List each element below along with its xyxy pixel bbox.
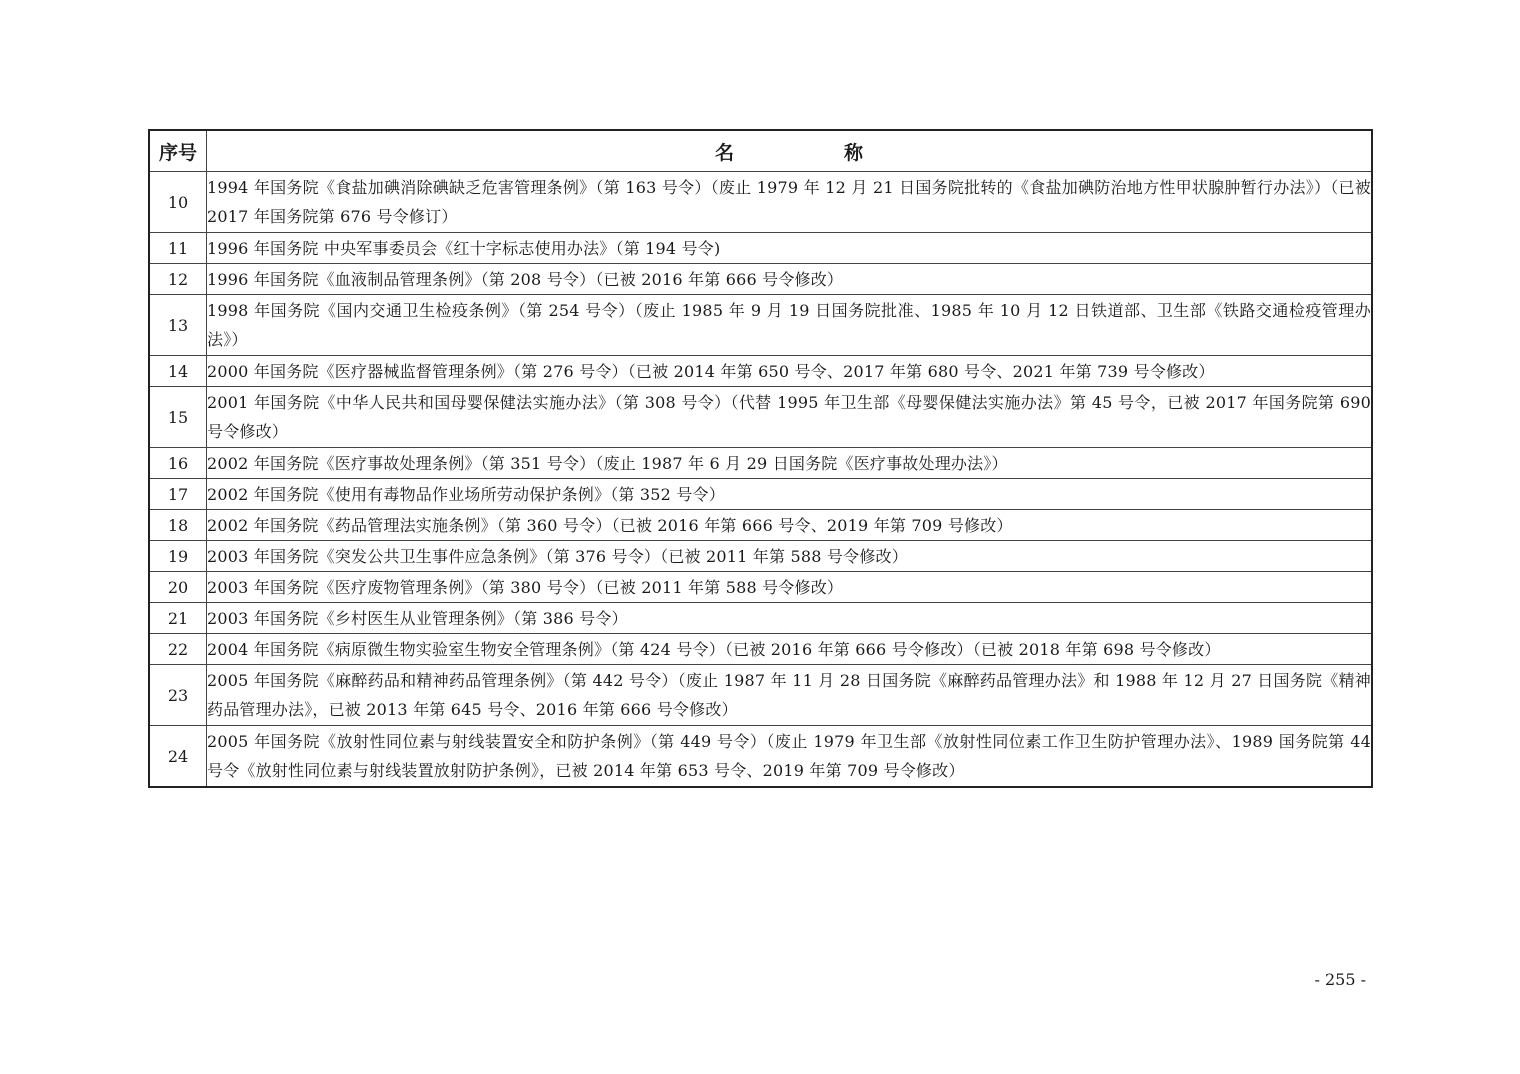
header-name-char-1: 名 <box>714 141 734 164</box>
row-regulation-name: 1994 年国务院《食盐加碘消除碘缺乏危害管理条例》（第 163 号令）（废止 1979 年 12 月 21 日国务院批转的《食盐加碘防治地方性甲状腺肿暂行办法》）（已被 2017 年国务院第 676 号令修订） <box>207 172 1373 233</box>
row-serial-number: 23 <box>149 665 207 726</box>
row-serial-number: 18 <box>149 510 207 541</box>
regulations-table <box>148 129 1373 788</box>
row-regulation-name: 2004 年国务院《病原微生物实验室生物安全管理条例》（第 424 号令）（已被 2016 年第 666 号令修改）（已被 2018 年第 698 号令修改） <box>207 634 1373 665</box>
table-body <box>149 172 1372 788</box>
row-serial-number: 21 <box>149 603 207 634</box>
row-regulation-name: 2003 年国务院《医疗废物管理条例》（第 380 号令）（已被 2011 年第 588 号令修改） <box>207 572 1373 603</box>
table-row <box>149 387 1372 448</box>
row-regulation-name: 1998 年国务院《国内交通卫生检疫条例》（第 254 号令）（废止 1985 年 9 月 19 日国务院批准、1985 年 10 月 12 日铁道部、卫生部《铁路交通检疫管理办法》） <box>207 295 1373 356</box>
table-row <box>149 726 1372 788</box>
table-row <box>149 233 1372 264</box>
row-serial-number: 10 <box>149 172 207 233</box>
header-name-char-2: 称 <box>844 141 864 164</box>
row-regulation-name: 2003 年国务院《突发公共卫生事件应急条例》（第 376 号令）（已被 2011 年第 588 号令修改） <box>207 541 1373 572</box>
row-serial-number: 20 <box>149 572 207 603</box>
table-row <box>149 634 1372 665</box>
table-row <box>149 295 1372 356</box>
row-serial-number: 24 <box>149 726 207 788</box>
table-row <box>149 448 1372 479</box>
row-serial-number: 14 <box>149 356 207 387</box>
row-regulation-name: 2002 年国务院《医疗事故处理条例》（第 351 号令）（废止 1987 年 6 月 29 日国务院《医疗事故处理办法》） <box>207 448 1373 479</box>
table-row <box>149 479 1372 510</box>
row-serial-number: 15 <box>149 387 207 448</box>
row-regulation-name: 1996 年国务院 中央军事委员会《红十字标志使用办法》（第 194 号令) <box>207 233 1373 264</box>
row-regulation-name: 2005 年国务院《放射性同位素与射线装置安全和防护条例》（第 449 号令）（废止 1979 年卫生部《放射性同位素工作卫生防护管理办法》、1989 国务院第 44 号令《放射性同位素与射线装置放射防护条例》，已被 2014 年第 653 号令、2019 年第 709 号令修改） <box>207 726 1373 788</box>
row-serial-number: 17 <box>149 479 207 510</box>
table-row <box>149 264 1372 295</box>
table-header-row <box>149 130 1372 172</box>
table-row <box>149 172 1372 233</box>
table-row <box>149 356 1372 387</box>
row-serial-number: 22 <box>149 634 207 665</box>
row-serial-number: 13 <box>149 295 207 356</box>
row-regulation-name: 2002 年国务院《药品管理法实施条例》（第 360 号令）（已被 2016 年第 666 号令、2019 年第 709 号修改） <box>207 510 1373 541</box>
header-name <box>207 130 1373 172</box>
table-row <box>149 603 1372 634</box>
row-regulation-name: 2000 年国务院《医疗器械监督管理条例》（第 276 号令）（已被 2014 年第 650 号令、2017 年第 680 号令、2021 年第 739 号令修改） <box>207 356 1373 387</box>
table-row <box>149 510 1372 541</box>
page-number: - 255 - <box>1314 970 1366 989</box>
row-regulation-name: 2005 年国务院《麻醉药品和精神药品管理条例》（第 442 号令）（废止 1987 年 11 月 28 日国务院《麻醉药品管理办法》和 1988 年 12 月 27 日国务院《精神药品管理办法》，已被 2013 年第 645 号令、2016 年第 666 号令修改） <box>207 665 1373 726</box>
row-serial-number: 19 <box>149 541 207 572</box>
row-serial-number: 12 <box>149 264 207 295</box>
row-regulation-name: 1996 年国务院《血液制品管理条例》（第 208 号令）（已被 2016 年第 666 号令修改） <box>207 264 1373 295</box>
table-row <box>149 541 1372 572</box>
header-serial-number: 序号 <box>149 130 207 172</box>
row-regulation-name: 2002 年国务院《使用有毒物品作业场所劳动保护条例》（第 352 号令） <box>207 479 1373 510</box>
row-serial-number: 11 <box>149 233 207 264</box>
table-row <box>149 665 1372 726</box>
row-regulation-name: 2001 年国务院《中华人民共和国母婴保健法实施办法》（第 308 号令）（代替 1995 年卫生部《母婴保健法实施办法》第 45 号令，已被 2017 年国务院第 690 号令修改） <box>207 387 1373 448</box>
table-row <box>149 572 1372 603</box>
row-regulation-name: 2003 年国务院《乡村医生从业管理条例》（第 386 号令） <box>207 603 1373 634</box>
row-serial-number: 16 <box>149 448 207 479</box>
